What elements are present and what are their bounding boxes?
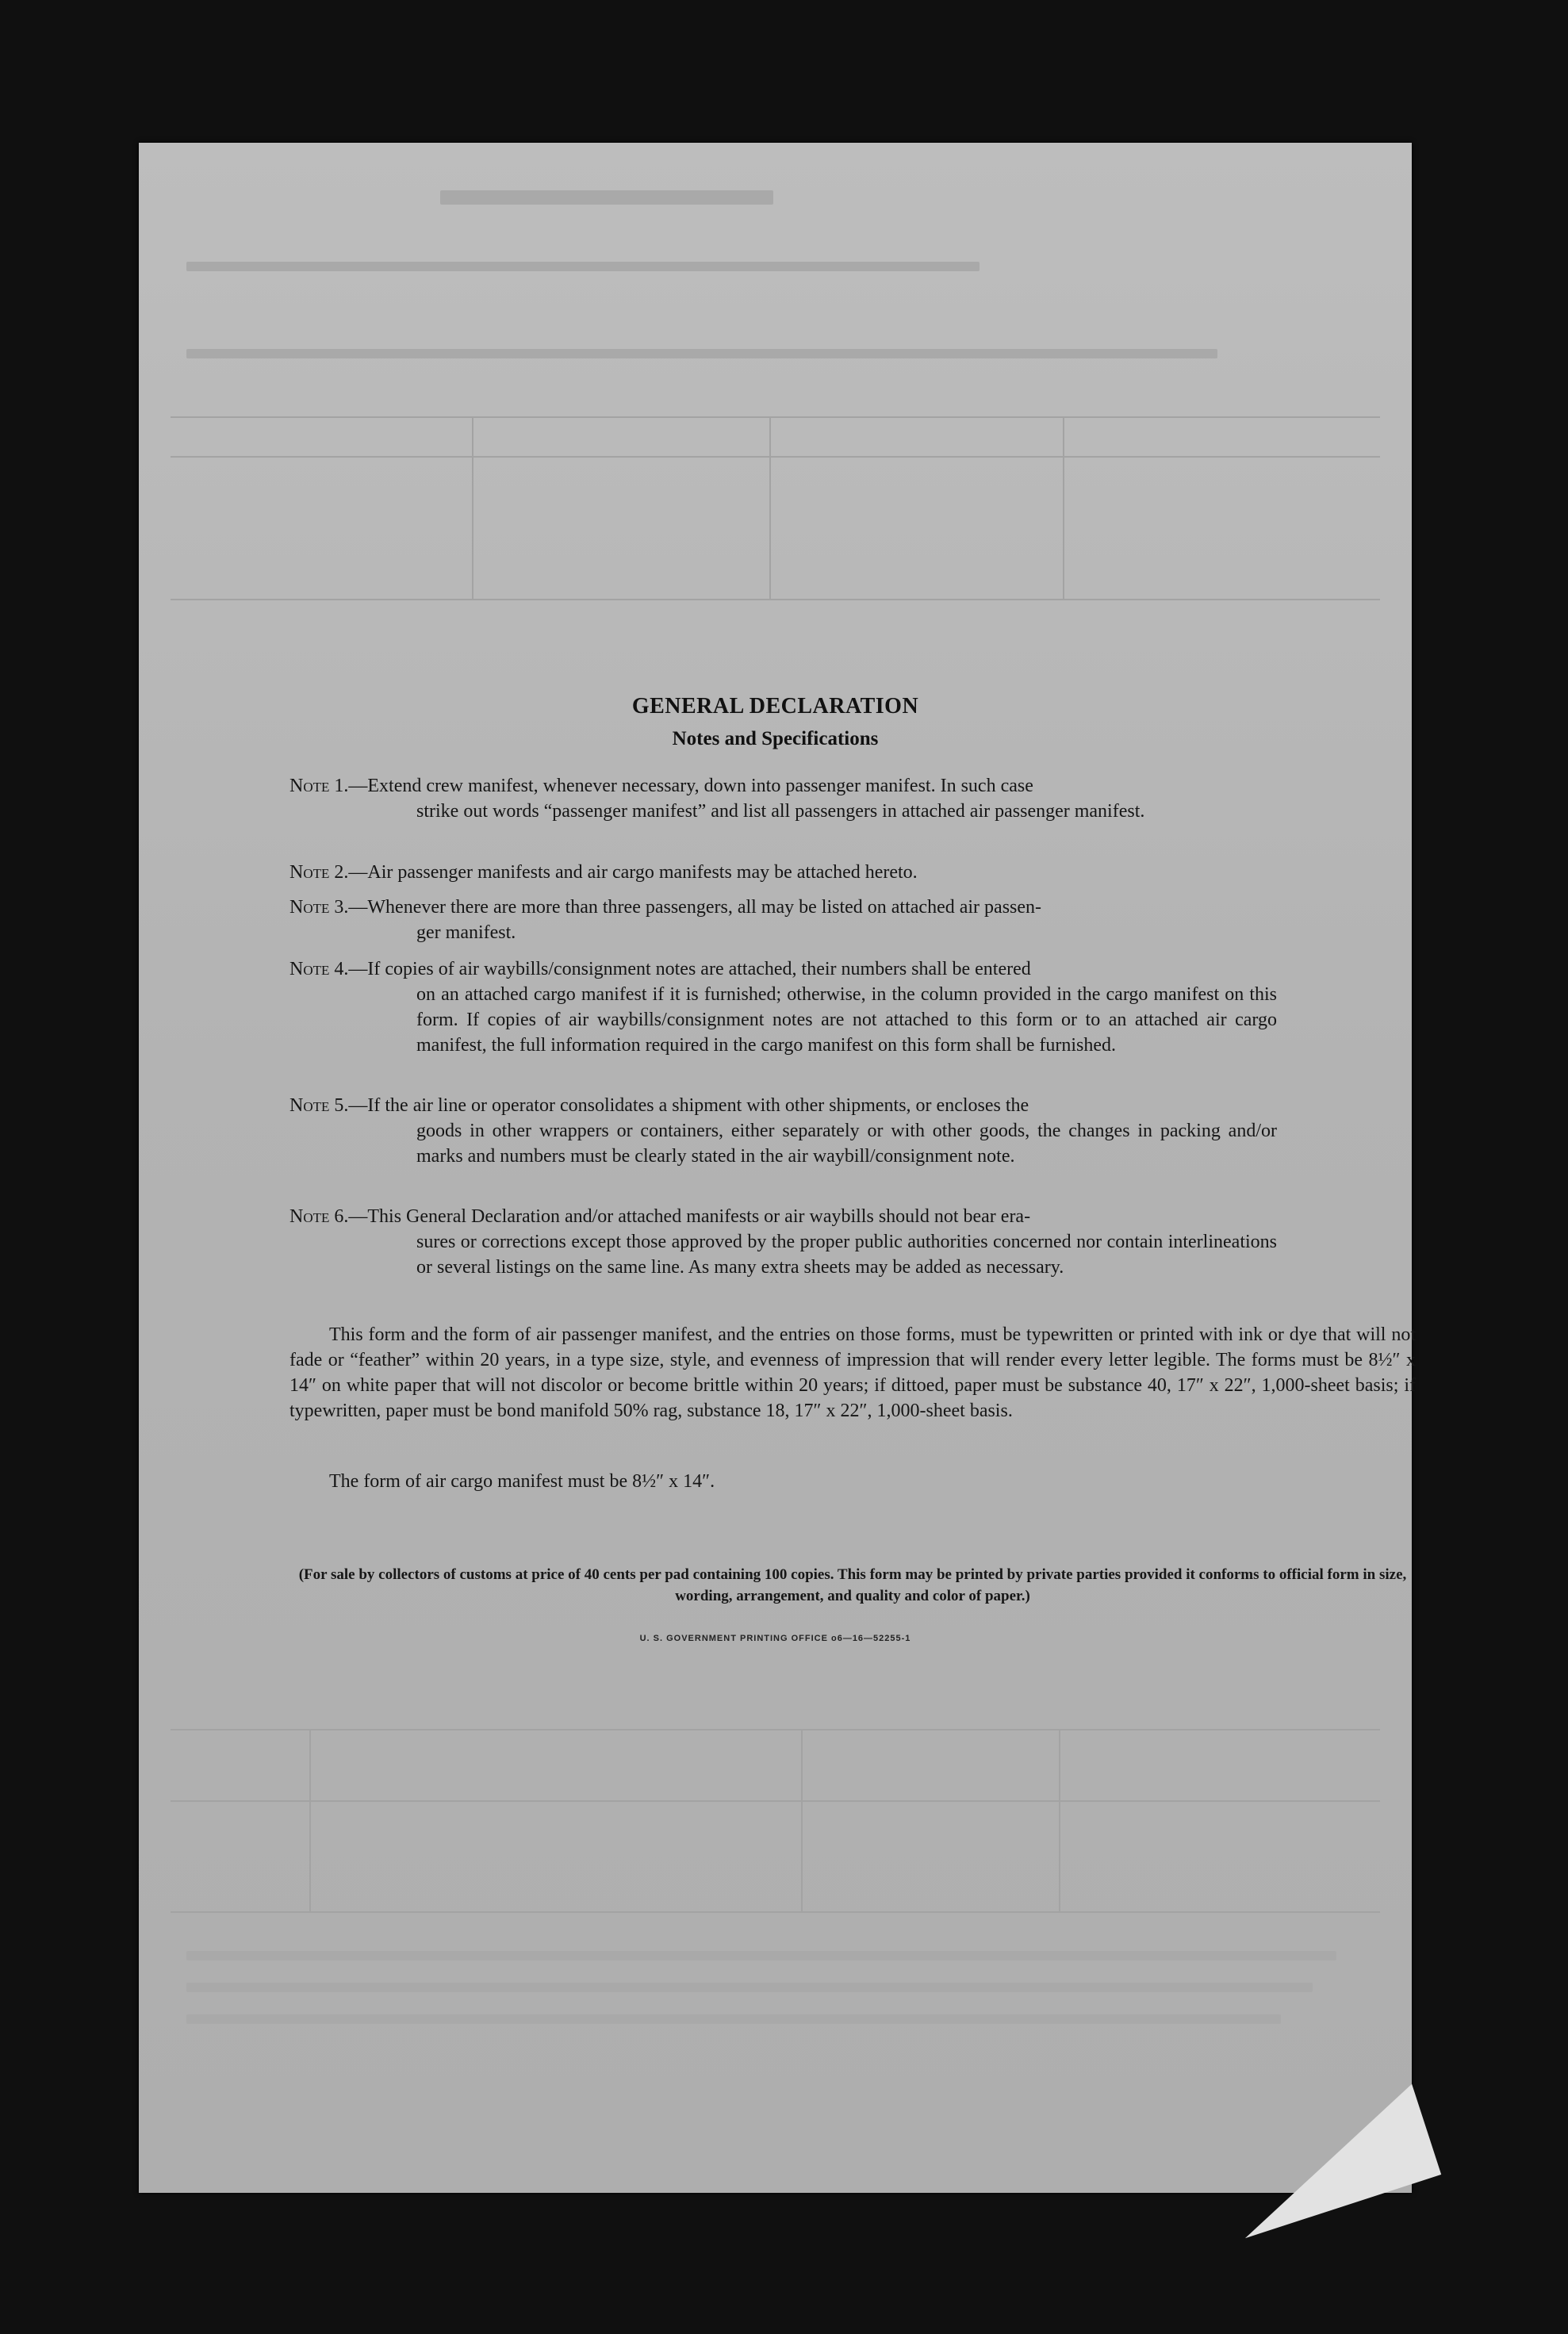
note-label: Note 5.—	[289, 1095, 368, 1116]
note-text: strike out words “passenger manifest” and list all passengers in attached air passenger manifest.	[416, 801, 1145, 822]
printer-imprint: U. S. GOVERNMENT PRINTING OFFICE o6—16—52255-1	[639, 1634, 911, 1643]
note-6	[289, 1204, 1277, 1280]
cargo-manifest-size-line: The form of air cargo manifest must be 8½″ x 14″.	[329, 1471, 715, 1492]
note-text: ger manifest.	[416, 922, 516, 943]
document-title: GENERAL DECLARATION	[631, 694, 919, 719]
note-label: Note 6.—	[289, 1206, 368, 1227]
note-text: Whenever there are more than three passengers, all may be listed on attached air passen-	[367, 897, 1042, 918]
note-label: Note 1.—	[289, 776, 368, 796]
note-5	[289, 1093, 1277, 1169]
note-text: Extend crew manifest, whenever necessary, down into passenger manifest. In such case	[367, 776, 1033, 796]
note-text: If copies of air waybills/consignment notes are attached, their numbers shall be entered	[367, 959, 1031, 979]
note-1	[289, 773, 1277, 824]
form-specification-paragraph: This form and the form of air passenger manifest, and the entries on those forms, must be typewritten or printed with ink or dye that will not fade or “feather” within 20 years, in a type size, style, and evenness of impression that will render every letter legible. The forms must be 8½″ x 14″ on white paper that will not discolor or become brittle within 20 years; if dittoed, paper must be substance 40, 17″ x 22″, 1,000-sheet basis; if typewritten, paper must be bond manifold 50% rag, substance 18, 17″ x 22″, 1,000-sheet basis.	[289, 1324, 1416, 1421]
note-text: Air passenger manifests and air cargo manifests may be attached hereto.	[367, 862, 918, 883]
note-label: Note 4.—	[289, 959, 368, 979]
note-3	[289, 895, 1277, 945]
sale-notice: (For sale by collectors of customs at price of 40 cents per pad containing 100 copies. This form may be printed by private parties provided it conforms to official form in size, wording, arrangement, and quality and color of paper.)	[298, 1566, 1407, 1604]
note-2	[289, 860, 1277, 885]
note-text: This General Declaration and/or attached manifests or air waybills should not bear era-	[367, 1206, 1031, 1227]
document-content	[139, 0, 1416, 2050]
note-4	[289, 956, 1277, 1058]
document-subtitle: Notes and Specifications	[672, 728, 879, 749]
note-text: on an attached cargo manifest if it is furnished; otherwise, in the column provided in the cargo manifest on this form. If copies of air waybills/consignment notes are not attached to this form or to an attached air cargo manifest, the full information required in the cargo manifest on this form shall be furnished.	[416, 984, 1277, 1056]
note-label: Note 3.—	[289, 897, 368, 918]
note-text: goods in other wrappers or containers, either separately or with other goods, the changes in packing and/or marks and numbers must be clearly stated in the air waybill/consignment note.	[416, 1121, 1277, 1167]
note-text: sures or corrections except those approved by the proper public authorities concerned nor contain interlineations or several listings on the same line. As many extra sheets may be added as necessary.	[416, 1232, 1277, 1278]
note-text: If the air line or operator consolidates a shipment with other shipments, or encloses the	[367, 1095, 1029, 1116]
note-label: Note 2.—	[289, 862, 368, 883]
